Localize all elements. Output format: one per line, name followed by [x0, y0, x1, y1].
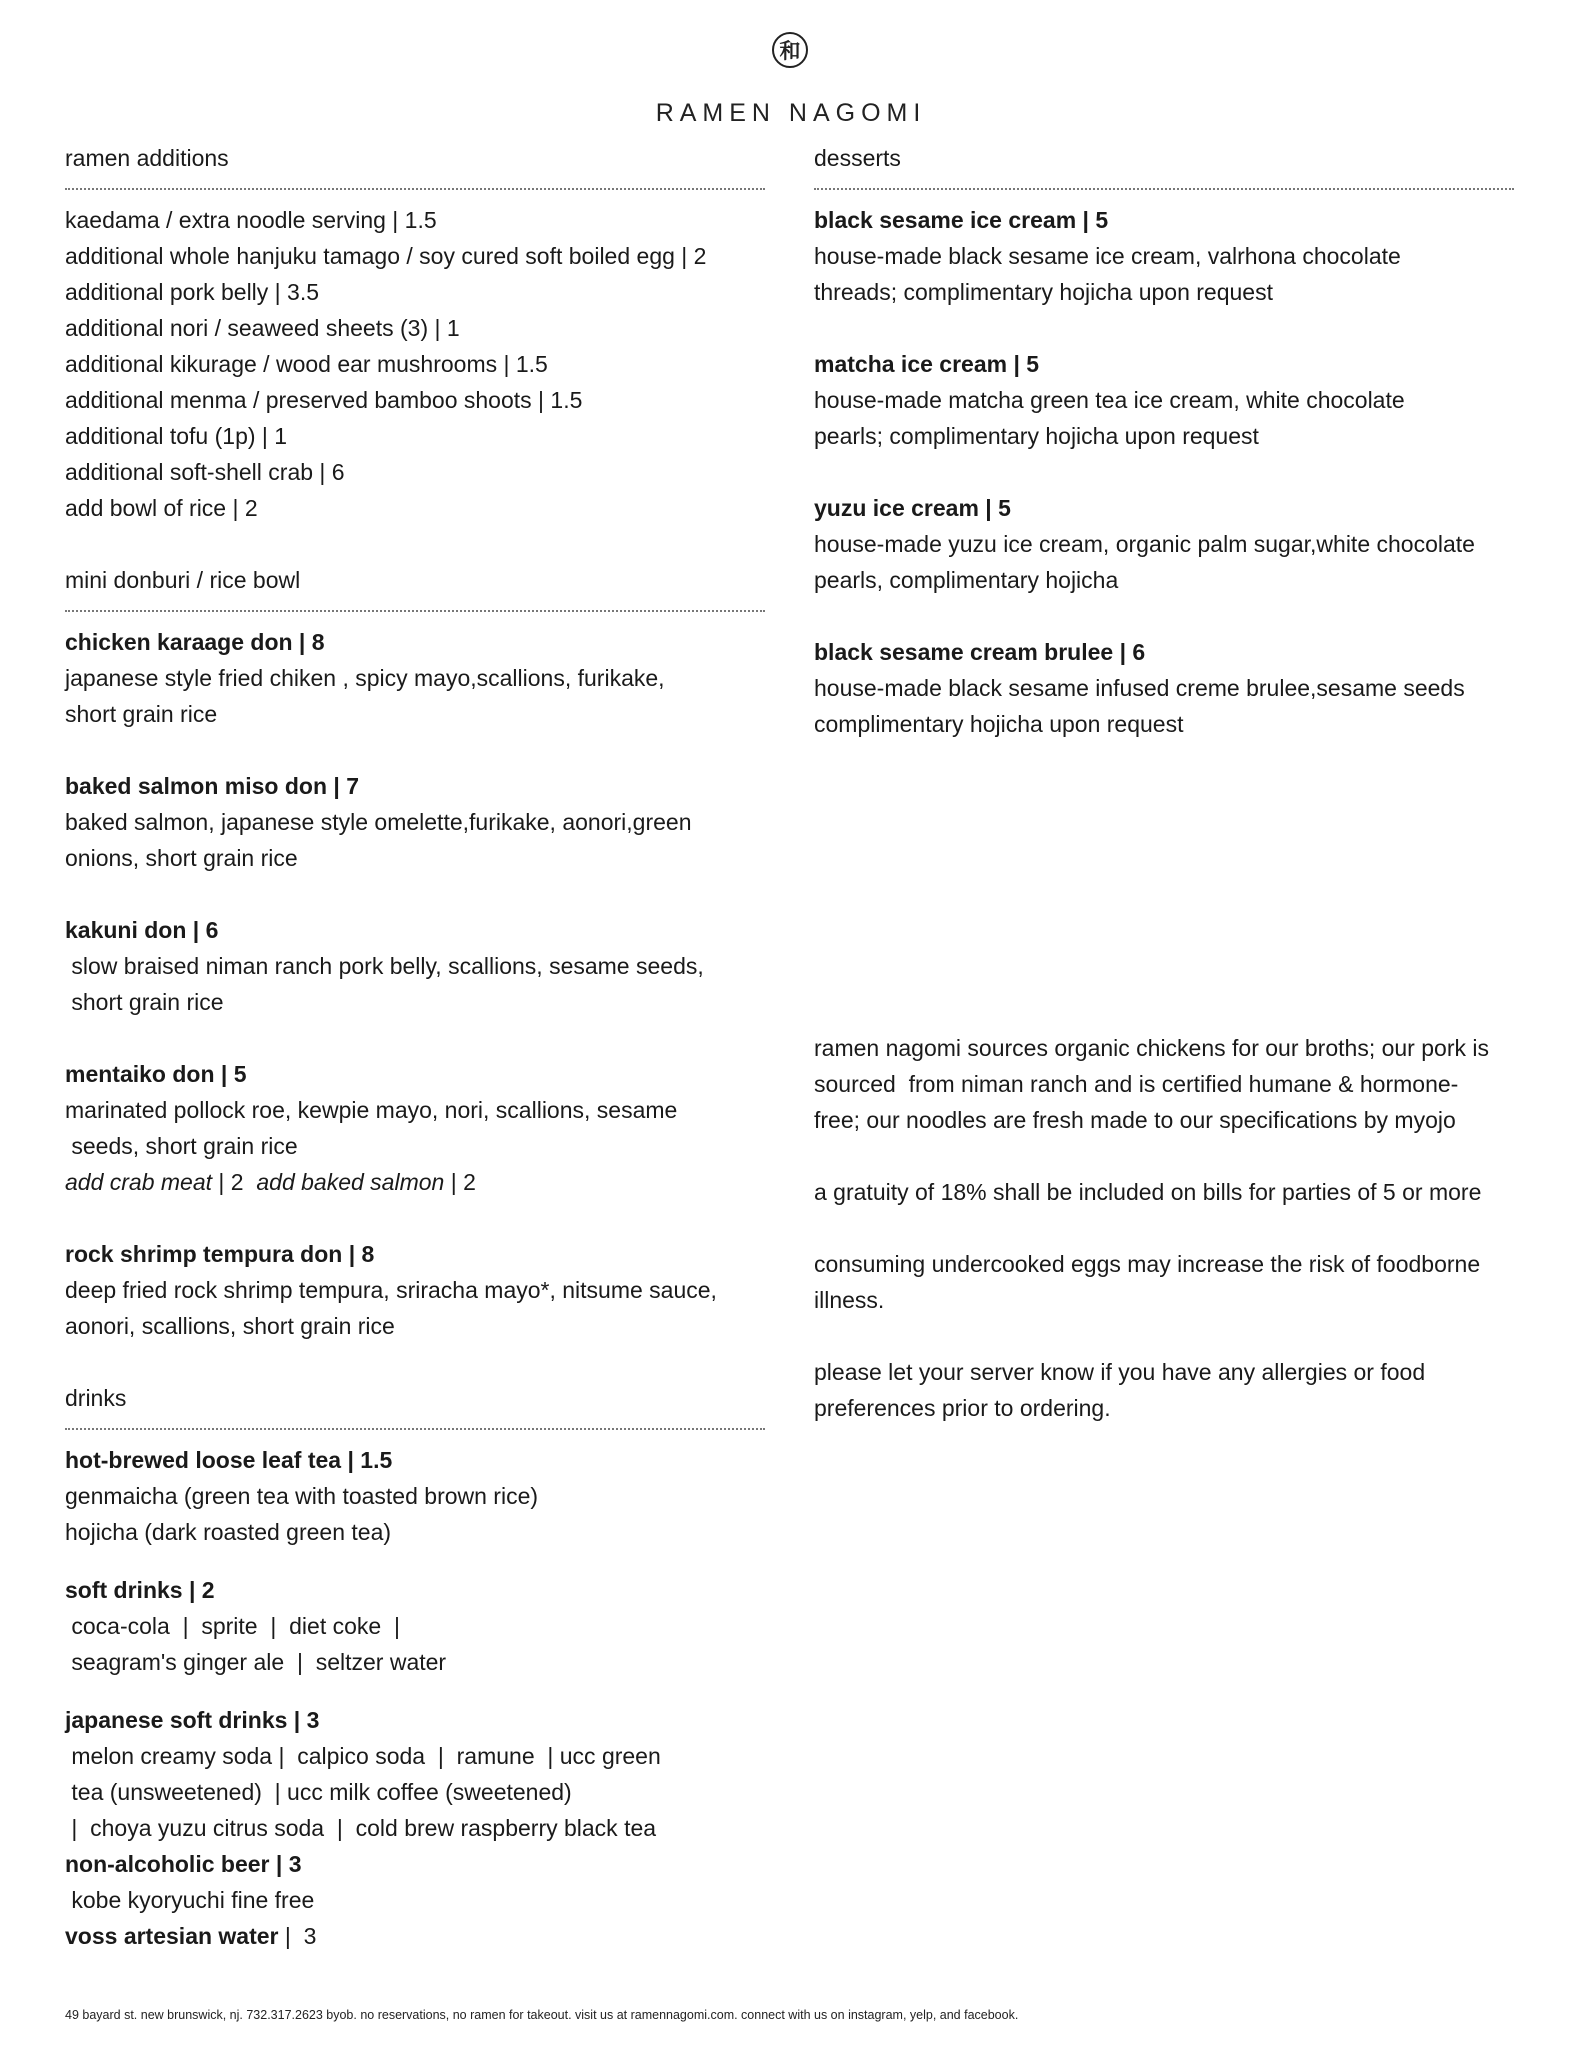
- menu-item-name: voss artesian water | 3: [65, 1923, 317, 1949]
- section-title-donburi: mini donburi / rice bowl: [65, 567, 301, 593]
- section-divider: [65, 1428, 765, 1430]
- menu-item: additional kikurage / wood ear mushrooms | 1.5: [65, 351, 548, 377]
- menu-item-desc: short grain rice: [65, 989, 224, 1015]
- menu-item-extras: add crab meat | 2 add baked salmon | 2: [65, 1169, 476, 1195]
- menu-item-desc: japanese style fried chiken , spicy mayo,scallions, furikake,: [65, 665, 665, 691]
- menu-item-desc: house-made black sesame ice cream, valrhona chocolate: [814, 243, 1401, 269]
- section-title-drinks: drinks: [65, 1385, 127, 1411]
- menu-item-name: soft drinks | 2: [65, 1577, 215, 1603]
- menu-item-desc: pearls, complimentary hojicha: [814, 567, 1119, 593]
- note-text: a gratuity of 18% shall be included on bills for parties of 5 or more: [814, 1179, 1482, 1205]
- section-divider: [814, 188, 1514, 190]
- menu-item-name: rock shrimp tempura don | 8: [65, 1241, 375, 1267]
- menu-item-desc: house-made yuzu ice cream, organic palm sugar,white chocolate: [814, 531, 1475, 557]
- menu-item: additional whole hanjuku tamago / soy cured soft boiled egg | 2: [65, 243, 707, 269]
- menu-item: additional menma / preserved bamboo shoots | 1.5: [65, 387, 583, 413]
- brand-name: RAMEN NAGOMI: [655, 99, 927, 127]
- note-text: please let your server know if you have any allergies or food: [814, 1359, 1426, 1385]
- menu-item-desc: tea (unsweetened) | ucc milk coffee (sweetened): [65, 1779, 572, 1805]
- menu-item: kaedama / extra noodle serving | 1.5: [65, 207, 437, 233]
- menu-item-desc: melon creamy soda | calpico soda | ramune | ucc green: [65, 1743, 661, 1769]
- menu-item-desc: deep fried rock shrimp tempura, sriracha mayo*, nitsume sauce,: [65, 1277, 717, 1303]
- menu-item-name: hot-brewed loose leaf tea | 1.5: [65, 1447, 393, 1473]
- left-column: [65, 140, 765, 1954]
- menu-item-desc: kobe kyoryuchi fine free: [65, 1887, 315, 1913]
- note-text: free; our noodles are fresh made to our specifications by myojo: [814, 1107, 1456, 1133]
- menu-item-desc: threads; complimentary hojicha upon request: [814, 279, 1273, 305]
- section-title-ramen-additions: ramen additions: [65, 145, 229, 171]
- note-text: illness.: [814, 1287, 885, 1313]
- menu-item-desc: short grain rice: [65, 701, 218, 727]
- menu-item: additional nori / seaweed sheets (3) | 1: [65, 315, 460, 341]
- menu-item-name: chicken karaage don | 8: [65, 629, 325, 655]
- right-column: [814, 140, 1514, 1426]
- note-text: ramen nagomi sources organic chickens for our broths; our pork is: [814, 1035, 1489, 1061]
- menu-item-desc: house-made black sesame infused creme brulee,sesame seeds: [814, 675, 1465, 701]
- menu-item-desc: baked salmon, japanese style omelette,furikake, aonori,green: [65, 809, 692, 835]
- menu-item-desc: genmaicha (green tea with toasted brown rice): [65, 1483, 539, 1509]
- menu-item-desc: hojicha (dark roasted green tea): [65, 1519, 392, 1545]
- note-text: consuming undercooked eggs may increase the risk of foodborne: [814, 1251, 1481, 1277]
- menu-item-desc: onions, short grain rice: [65, 845, 298, 871]
- menu-item-name: mentaiko don | 5: [65, 1061, 247, 1087]
- menu-item-desc: coca-cola | sprite | diet coke |: [65, 1613, 400, 1639]
- menu-item-name: black sesame ice cream | 5: [814, 207, 1109, 233]
- menu-item-desc: complimentary hojicha upon request: [814, 711, 1184, 737]
- menu-item-desc: house-made matcha green tea ice cream, white chocolate: [814, 387, 1405, 413]
- menu-item-name: baked salmon miso don | 7: [65, 773, 360, 799]
- menu-item-desc: slow braised niman ranch pork belly, scallions, sesame seeds,: [65, 953, 704, 979]
- menu-item-desc: seeds, short grain rice: [65, 1133, 298, 1159]
- menu-item: add bowl of rice | 2: [65, 495, 258, 521]
- menu-item-name: kakuni don | 6: [65, 917, 219, 943]
- section-divider: [65, 188, 765, 190]
- menu-item: additional soft-shell crab | 6: [65, 459, 345, 485]
- menu-item-desc: seagram's ginger ale | seltzer water: [65, 1649, 447, 1675]
- logo-icon: 和: [772, 32, 808, 68]
- note-text: preferences prior to ordering.: [814, 1395, 1111, 1421]
- menu-item: additional tofu (1p) | 1: [65, 423, 288, 449]
- menu-item-name: japanese soft drinks | 3: [65, 1707, 320, 1733]
- section-title-desserts: desserts: [814, 145, 901, 171]
- note-text: sourced from niman ranch and is certified humane & hormone-: [814, 1071, 1459, 1097]
- section-divider: [65, 610, 765, 612]
- menu-item-name: yuzu ice cream | 5: [814, 495, 1011, 521]
- menu-item-desc: aonori, scallions, short grain rice: [65, 1313, 395, 1339]
- menu-item: additional pork belly | 3.5: [65, 279, 320, 305]
- menu-item-name: black sesame cream brulee | 6: [814, 639, 1146, 665]
- menu-item-desc: pearls; complimentary hojicha upon request: [814, 423, 1259, 449]
- footer-info: 49 bayard st. new brunswick, nj. 732.317.2623 byob. no reservations, no ramen for takeout. visit us at ramennagomi.com. connect with us on instagram, yelp, and facebook.: [65, 2008, 1019, 2022]
- menu-item-desc: | choya yuzu citrus soda | cold brew raspberry black tea: [65, 1815, 657, 1841]
- menu-item-name: matcha ice cream | 5: [814, 351, 1040, 377]
- menu-item-name: non-alcoholic beer | 3: [65, 1851, 302, 1877]
- menu-item-desc: marinated pollock roe, kewpie mayo, nori, scallions, sesame: [65, 1097, 678, 1123]
